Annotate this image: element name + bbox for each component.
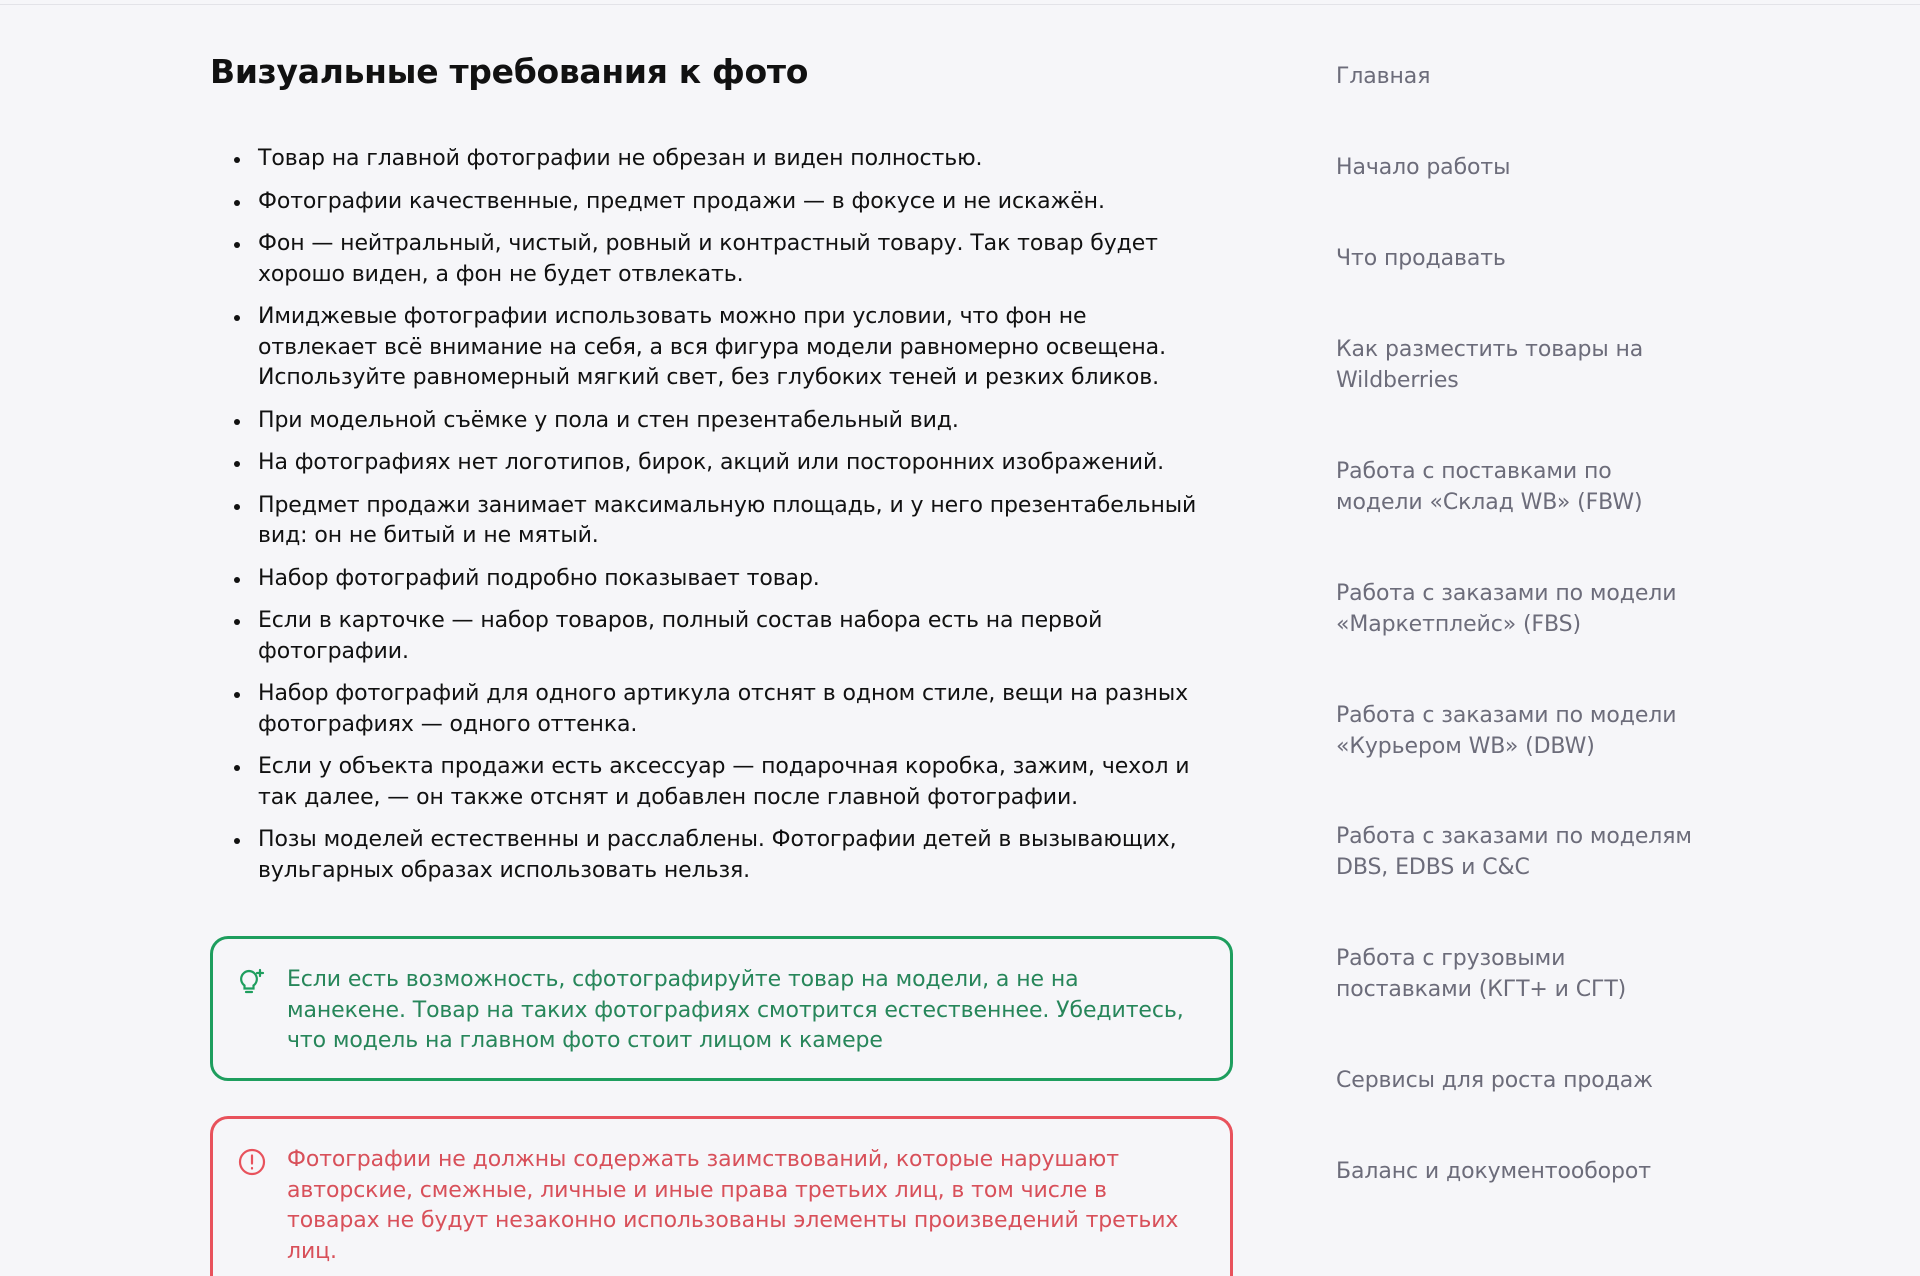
- sidebar-item-dbw[interactable]: Работа с заказами по модели «Курьером WB» (DBW): [1336, 703, 1677, 759]
- list-item: Набор фотографий подробно показывает товар.: [258, 564, 1210, 595]
- list-item: Предмет продажи занимает максимальную площадь, и у него презентабельный вид: он не битый и не мятый.: [258, 491, 1210, 552]
- requirements-list: [210, 144, 1210, 886]
- list-item: Фотографии качественные, предмет продажи — в фокусе и не искажён.: [258, 187, 1210, 218]
- sidebar-item-fbs[interactable]: Работа с заказами по модели «Маркетплейс» (FBS): [1336, 581, 1677, 637]
- list-item: Товар на главной фотографии не обрезан и виден полностью.: [258, 144, 1210, 175]
- list-item: Если у объекта продажи есть аксессуар — подарочная коробка, зажим, чехол и так далее, — он также отснят и добавлен после главной фотографии.: [258, 752, 1210, 813]
- sidebar-item-fbw[interactable]: Работа с поставками по модели «Склад WB» (FBW): [1336, 459, 1643, 515]
- warning-callout: [210, 1116, 1233, 1276]
- sidebar-item-getting-started[interactable]: Начало работы: [1336, 155, 1511, 180]
- list-item: Позы моделей естественны и расслаблены. Фотографии детей в вызывающих, вульгарных образах использовать нельзя.: [258, 825, 1210, 886]
- top-divider: [0, 0, 1920, 5]
- warning-text: Фотографии не должны содержать заимствований, которые нарушают авторские, смежные, личные и иные права третьих лиц, в том числе в товарах не будут незаконно использованы элементы произведений третьих лиц.: [287, 1147, 1179, 1264]
- sidebar-item-home[interactable]: Главная: [1336, 64, 1431, 89]
- sidebar-item-growth-services[interactable]: Сервисы для роста продаж: [1336, 1068, 1653, 1093]
- list-item: На фотографиях нет логотипов, бирок, акций или посторонних изображений.: [258, 448, 1210, 479]
- sidebar-item-what-to-sell[interactable]: Что продавать: [1336, 246, 1506, 271]
- sidebar-item-cargo[interactable]: Работа с грузовыми поставками (КГТ+ и СГТ): [1336, 946, 1627, 1002]
- list-item: Если в карточке — набор товаров, полный состав набора есть на первой фотографии.: [258, 606, 1210, 667]
- sidebar-item-dbs[interactable]: Работа с заказами по моделям DBS, EDBS и C&C: [1336, 824, 1692, 880]
- list-item: Фон — нейтральный, чистый, ровный и контрастный товару. Так товар будет хорошо виден, а фон не будет отвлекать.: [258, 229, 1210, 290]
- list-item: Имиджевые фотографии использовать можно при условии, что фон не отвлекает всё внимание на себя, а вся фигура модели равномерно освещена. Используйте равномерный мягкий свет, без глубоких теней и резких бликов.: [258, 302, 1210, 394]
- list-item: При модельной съёмке у пола и стен презентабельный вид.: [258, 406, 1210, 437]
- alert-circle-icon: [237, 1147, 267, 1177]
- tip-text: Если есть возможность, сфотографируйте товар на модели, а не на манекене. Товар на таких фотографиях смотрится естественнее. Убедитесь, что модель на главном фото стоит лицом к камере: [287, 967, 1184, 1053]
- list-item: Набор фотографий для одного артикула отснят в одном стиле, вещи на разных фотографиях — одного оттенка.: [258, 679, 1210, 740]
- article-content: [210, 50, 1240, 1264]
- tip-callout: [210, 936, 1233, 1081]
- sidebar-item-balance[interactable]: Баланс и документооборот: [1336, 1159, 1651, 1184]
- sidebar-item-how-to-place[interactable]: Как разместить товары на Wildberries: [1336, 337, 1644, 393]
- page-title: Визуальные требования к фото: [210, 52, 809, 91]
- lightbulb-icon: [237, 967, 267, 997]
